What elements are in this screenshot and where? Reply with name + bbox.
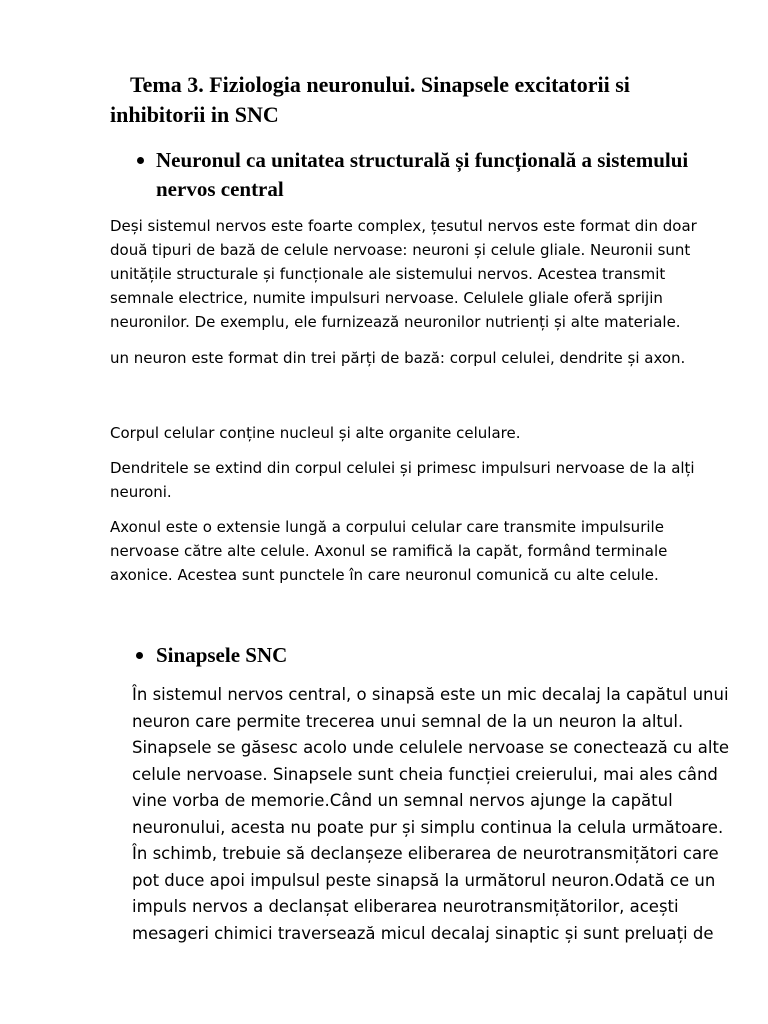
paragraph-axon: Axonul este o extensie lungă a corpului celular care transmite impulsurile nervoase către alte celule. Axonul se ramifică la capăt, formând terminale axonice. Acestea sunt punctele în care neuronul comunică cu alte celule. [110,518,668,584]
section-heading-neuron: Neuronul ca unitatea structurală și funcțională a sistemului nervos central [156,148,689,201]
paragraph-synapses: În sistemul nervos central, o sinapsă este un mic decalaj la capătul unui neuron care permite trecerea unui semnal de la un neuron la altul. Sinapsele se găsesc acolo unde celulele nervoase se conectează cu alte celule nervoase. Sinapsele sunt cheia funcției creierului, mai ales când vine vorba de memorie.Când un semnal nervos ajunge la capătul neuronului, acesta nu poate pur și simplu continua la celula următoare. În schimb, trebuie să declanșeze eliberarea de neurotransmițători care pot duce apoi impulsul peste sinapsă la următorul neuron.Odată ce un impuls nervos a declanșat eliberarea neurotransmițătorilor, acești mesageri chimici traversează micul decalaj sinaptic și sunt preluați de [132,685,730,943]
bullet-icon [137,157,144,164]
paragraph-nervous-system: Deși sistemul nervos este foarte complex, țesutul nervos este format din doar două tipuri de bază de celule nervoase: neuroni și celule gliale. Neuronii sunt unitățile structurale și funcționale ale sistemului nervos. Acestea transmit semnale electrice, numite impulsuri nervoase. Celulele gliale oferă sprijin neuronilor. De exemplu, ele furnizează neuronilor nutrienți și alte materiale. [110,217,697,331]
section-heading-synapses: Sinapsele SNC [156,643,288,667]
paragraph-cell-body: Corpul celular conține nucleul și alte organite celulare. [110,424,521,442]
paragraph-dendrites: Dendritele se extind din corpul celulei și primesc impulsuri nervoase de la alți neuroni. [110,459,695,501]
document-title: Tema 3. Fiziologia neuronului. Sinapsele excitatorii si inhibitorii in SNC [110,72,630,127]
paragraph-neuron-parts: un neuron este format din trei părți de bază: corpul celulei, dendrite și axon. [110,349,686,367]
bullet-icon [136,652,143,659]
